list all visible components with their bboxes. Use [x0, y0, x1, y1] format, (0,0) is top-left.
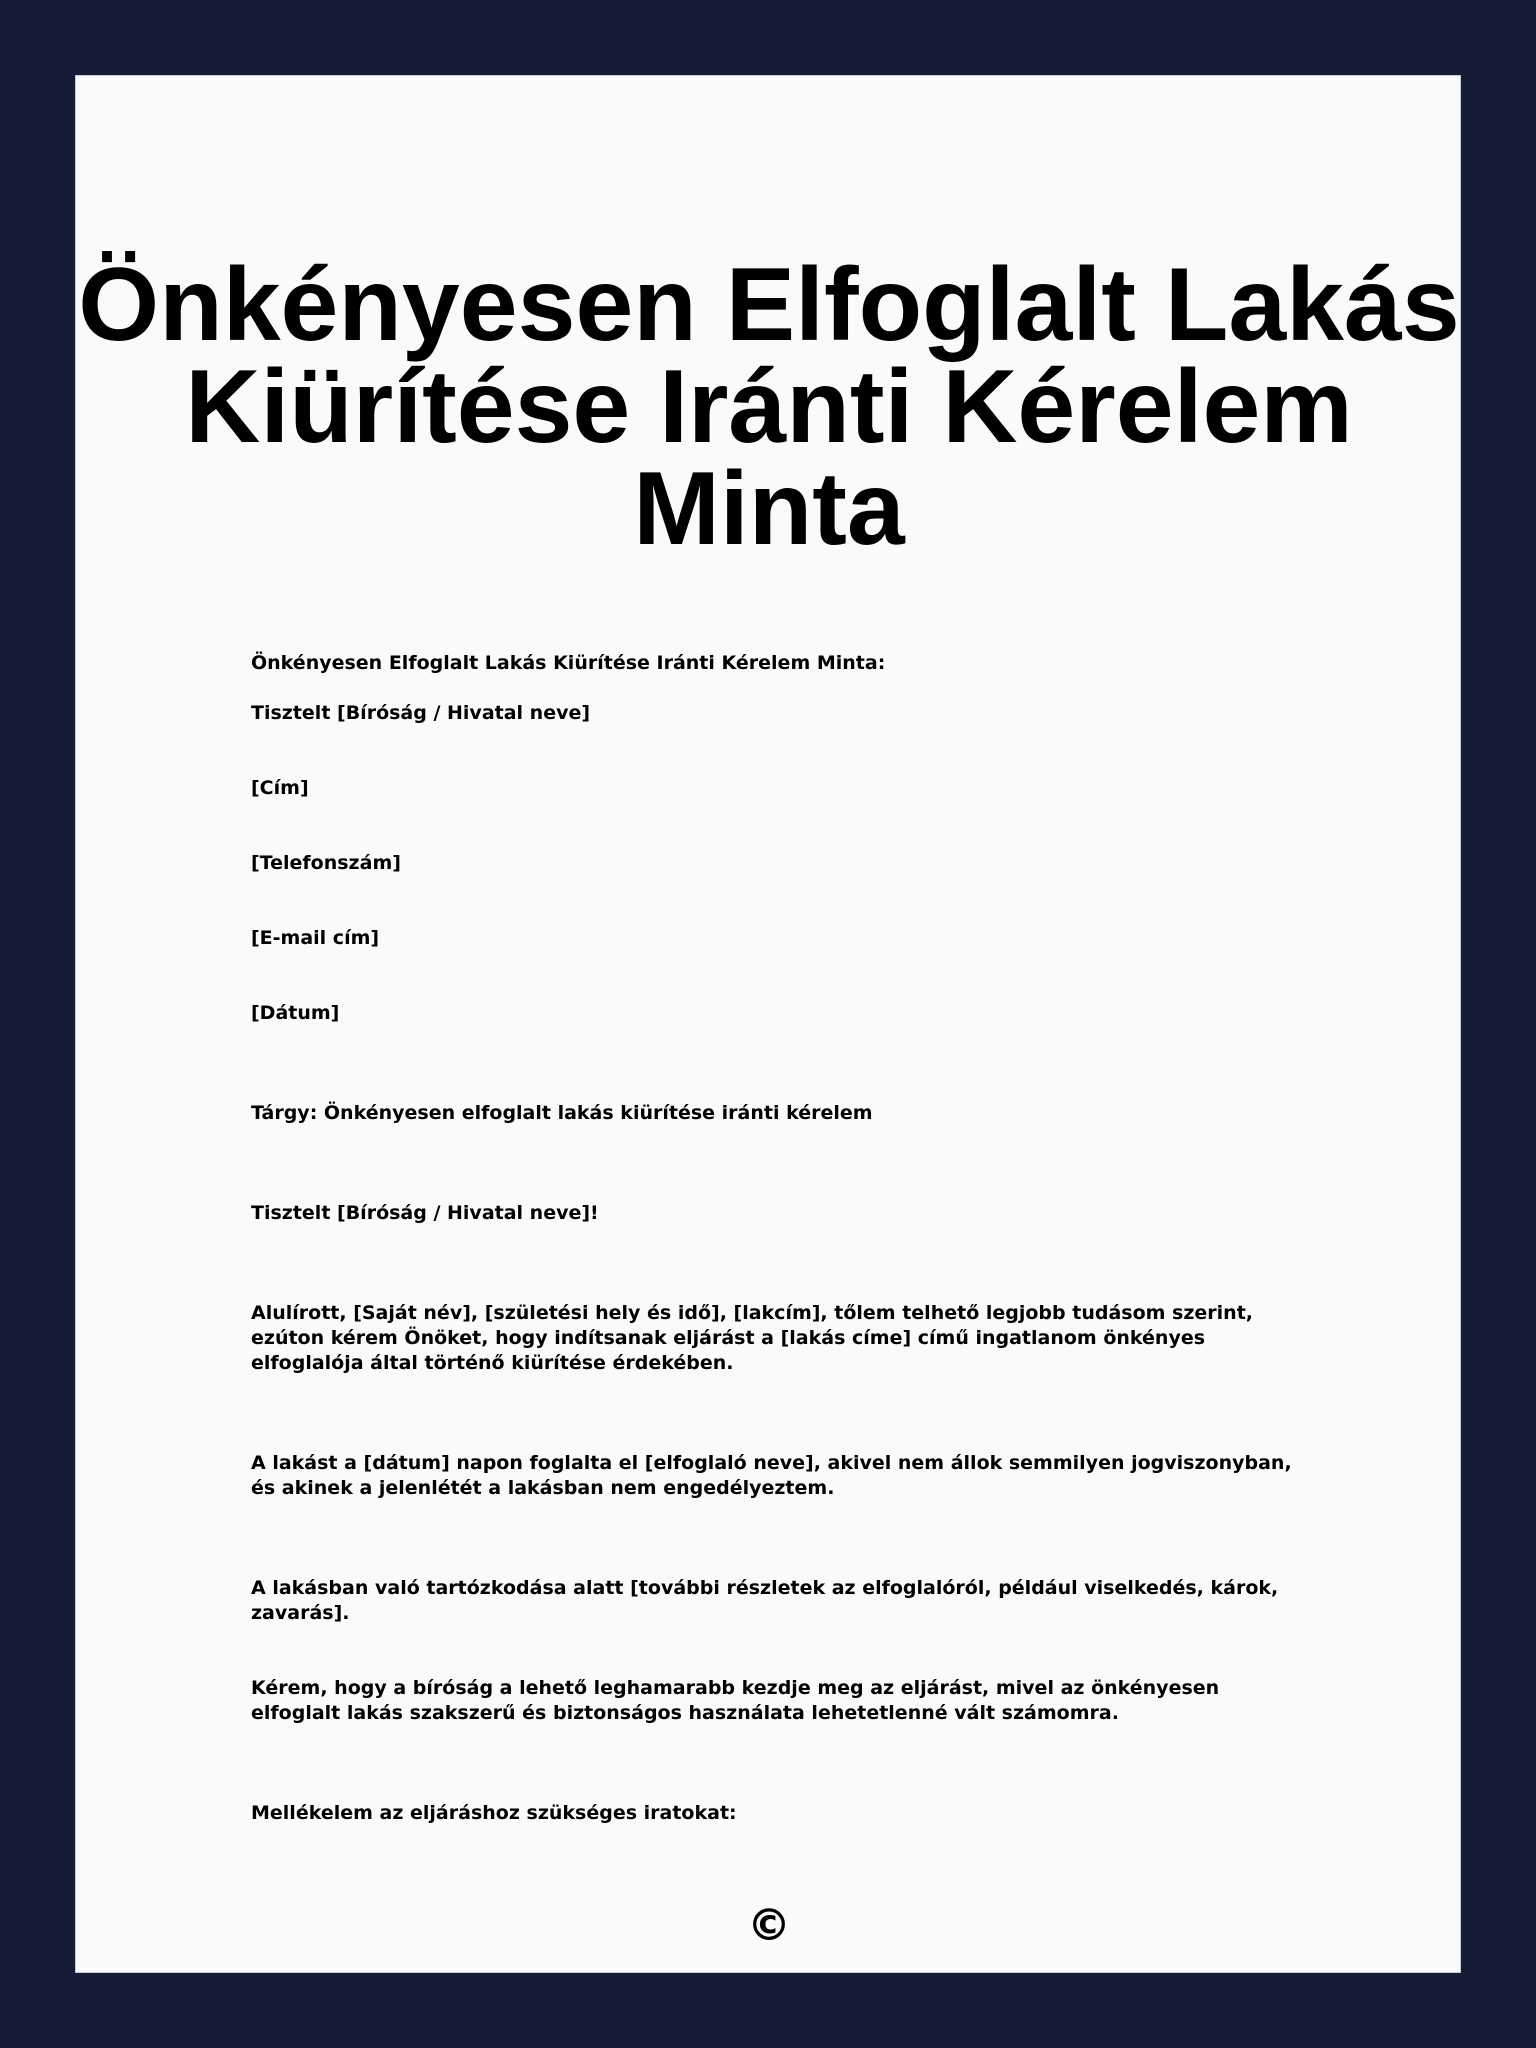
addressee-line: Tisztelt [Bíróság / Hivatal neve] [251, 702, 591, 724]
heading-line: Önkényesen Elfoglalt Lakás Kiürítése Iránti Kérelem Minta: [251, 652, 886, 674]
phone-field: [Telefonszám] [251, 852, 401, 874]
paragraph-2: A lakást a [dátum] napon foglalta el [elfoglaló neve], akivel nem állok semmilyen jogviszonyban, és akinek a jelenlétét a lakásban nem engedélyeztem. [251, 1452, 1292, 1499]
title-line-2: Kiürítése Iránti Kérelem [185, 349, 1353, 465]
paragraph-1: Alulírott, [Saját név], [születési hely és idő], [lakcím], tőlem telhető legjobb tudásom szerint, ezúton kérem Önöket, hogy indítsanak eljárást a [lakás címe] című ingatlanom önkényes elfoglalója által történő kiürítése érdekében. [251, 1302, 1254, 1374]
title-line-1: Önkényesen Elfoglalt Lakás [78, 247, 1460, 363]
copyright-icon: © [747, 1900, 791, 1951]
document-title [76, 247, 1461, 567]
salutation-line: Tisztelt [Bíróság / Hivatal neve]! [251, 1202, 599, 1224]
paragraph-5: Mellékelem az eljáráshoz szükséges iratokat: [251, 1802, 737, 1824]
paragraph-3: A lakásban való tartózkodása alatt [további részletek az elfoglalóról, például viselkedés, károk, zavarás]. [251, 1577, 1279, 1624]
date-field: [Dátum] [251, 1002, 340, 1024]
subject-line: Tárgy: Önkényesen elfoglalt lakás kiürítése iránti kérelem [251, 1102, 873, 1124]
title-line-3: Minta [633, 451, 905, 567]
email-field: [E-mail cím] [251, 927, 380, 949]
paragraph-4: Kérem, hogy a bíróság a lehető leghamarabb kezdje meg az eljárást, mivel az önkényesen elfoglalt lakás szakszerű és biztonságos használata lehetetlenné vált számomra. [251, 1677, 1220, 1724]
document-page [75, 75, 1461, 1973]
address-field: [Cím] [251, 777, 309, 799]
